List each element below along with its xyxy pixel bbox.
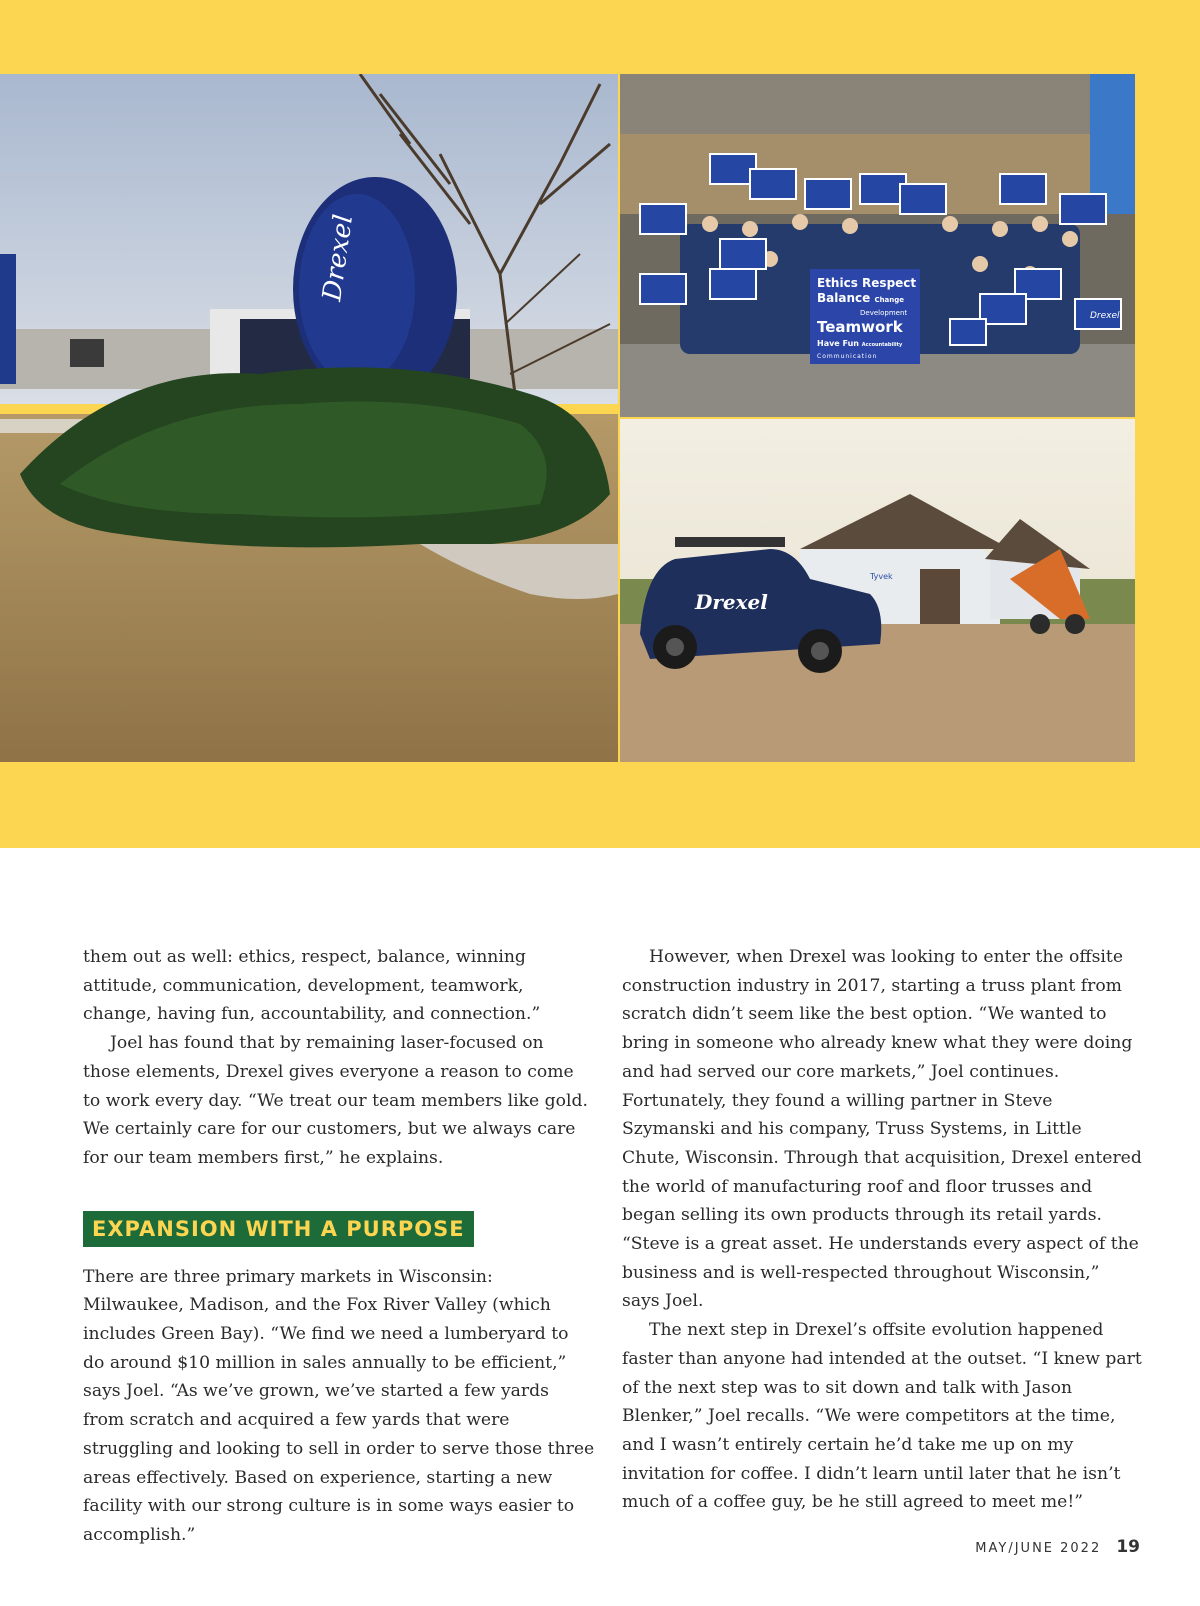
page-number: 19	[1116, 1537, 1140, 1557]
body-paragraph: There are three primary markets in Wisconsin: Milwaukee, Madison, and the Fox River Valley (which includes Green Bay). “We find we need a lumberyard to do around $10 million in sales annually to be efficient,” says Joel. “As we’ve grown, we’ve started a few yards from scratch and acquired a few yards that were struggling and looking to sell in order to serve those three areas effectively. Based on experience, starting a new facility with our strong culture is in some ways easier to accomplish.”	[83, 1266, 595, 1545]
svg-text:Ethics Respect: Ethics Respect	[817, 276, 917, 290]
svg-text:Communication: Communication	[817, 353, 878, 360]
team-sign-text: Drexel	[1090, 311, 1120, 321]
body-paragraph: However, when Drexel was looking to enter the offsite construction industry in 2017, starting a truss plant from scratch didn’t seem like the best option. “We wanted to bring in someone who already knew what they were doing and had served our core markets,” Joel continues. Fortunately, they found a willing partner in Steve Szymanski and his company, Truss Systems, in Little Chute, Wisconsin. Through that acquisition, Drexel entered the world of manufacturing roof and floor trusses and began selling its own products through its retail yards. “Steve is a great asset. He understands every aspect of the business and is well-respected throughout Wisconsin,” says Joel.	[622, 947, 1142, 1312]
issue-date: MAY/JUNE 2022	[975, 1541, 1102, 1556]
sign-logo-text: Drexel	[317, 212, 360, 303]
truck-house-photo	[620, 419, 1135, 762]
section-heading: EXPANSION WITH A PURPOSE	[83, 1211, 474, 1247]
right-column	[622, 943, 1142, 1517]
page-footer	[975, 1537, 1140, 1557]
left-column	[83, 943, 595, 1550]
svg-text:Balance Change: Balance Change	[817, 291, 905, 305]
body-paragraph: them out as well: ethics, respect, balance, winning attitude, communication, development, teamwork, change, having fun, accountability, and connection.”	[83, 947, 541, 1025]
drexel-sign-photo	[0, 74, 618, 762]
body-paragraph: Joel has found that by remaining laser-focused on those elements, Drexel gives everyone a reason to come to work every day. “We treat our team members like gold. We certainly care for our customers, but we always care for our team members first,” he explains.	[83, 1033, 588, 1168]
svg-text:Teamwork: Teamwork	[817, 318, 903, 336]
truck-logo-text: Drexel	[695, 590, 768, 614]
house-wrap-text: Tyvek	[870, 572, 893, 581]
body-paragraph: The next step in Drexel’s offsite evolution happened faster than anyone had intended at the outset. “I knew part of the next step was to sit down and talk with Jason Blenker,” Joel recalls. “We were competitors at the time, and I wasn’t entirely certain he’d take me up on my invitation for coffee. I didn’t learn until later that he isn’t much of a coffee guy, be he still agreed to meet me!”	[622, 1320, 1142, 1513]
svg-text:Development: Development	[860, 309, 908, 317]
svg-text:Have Fun Accountability: Have Fun Accountability	[817, 339, 903, 348]
team-photo	[620, 74, 1135, 417]
